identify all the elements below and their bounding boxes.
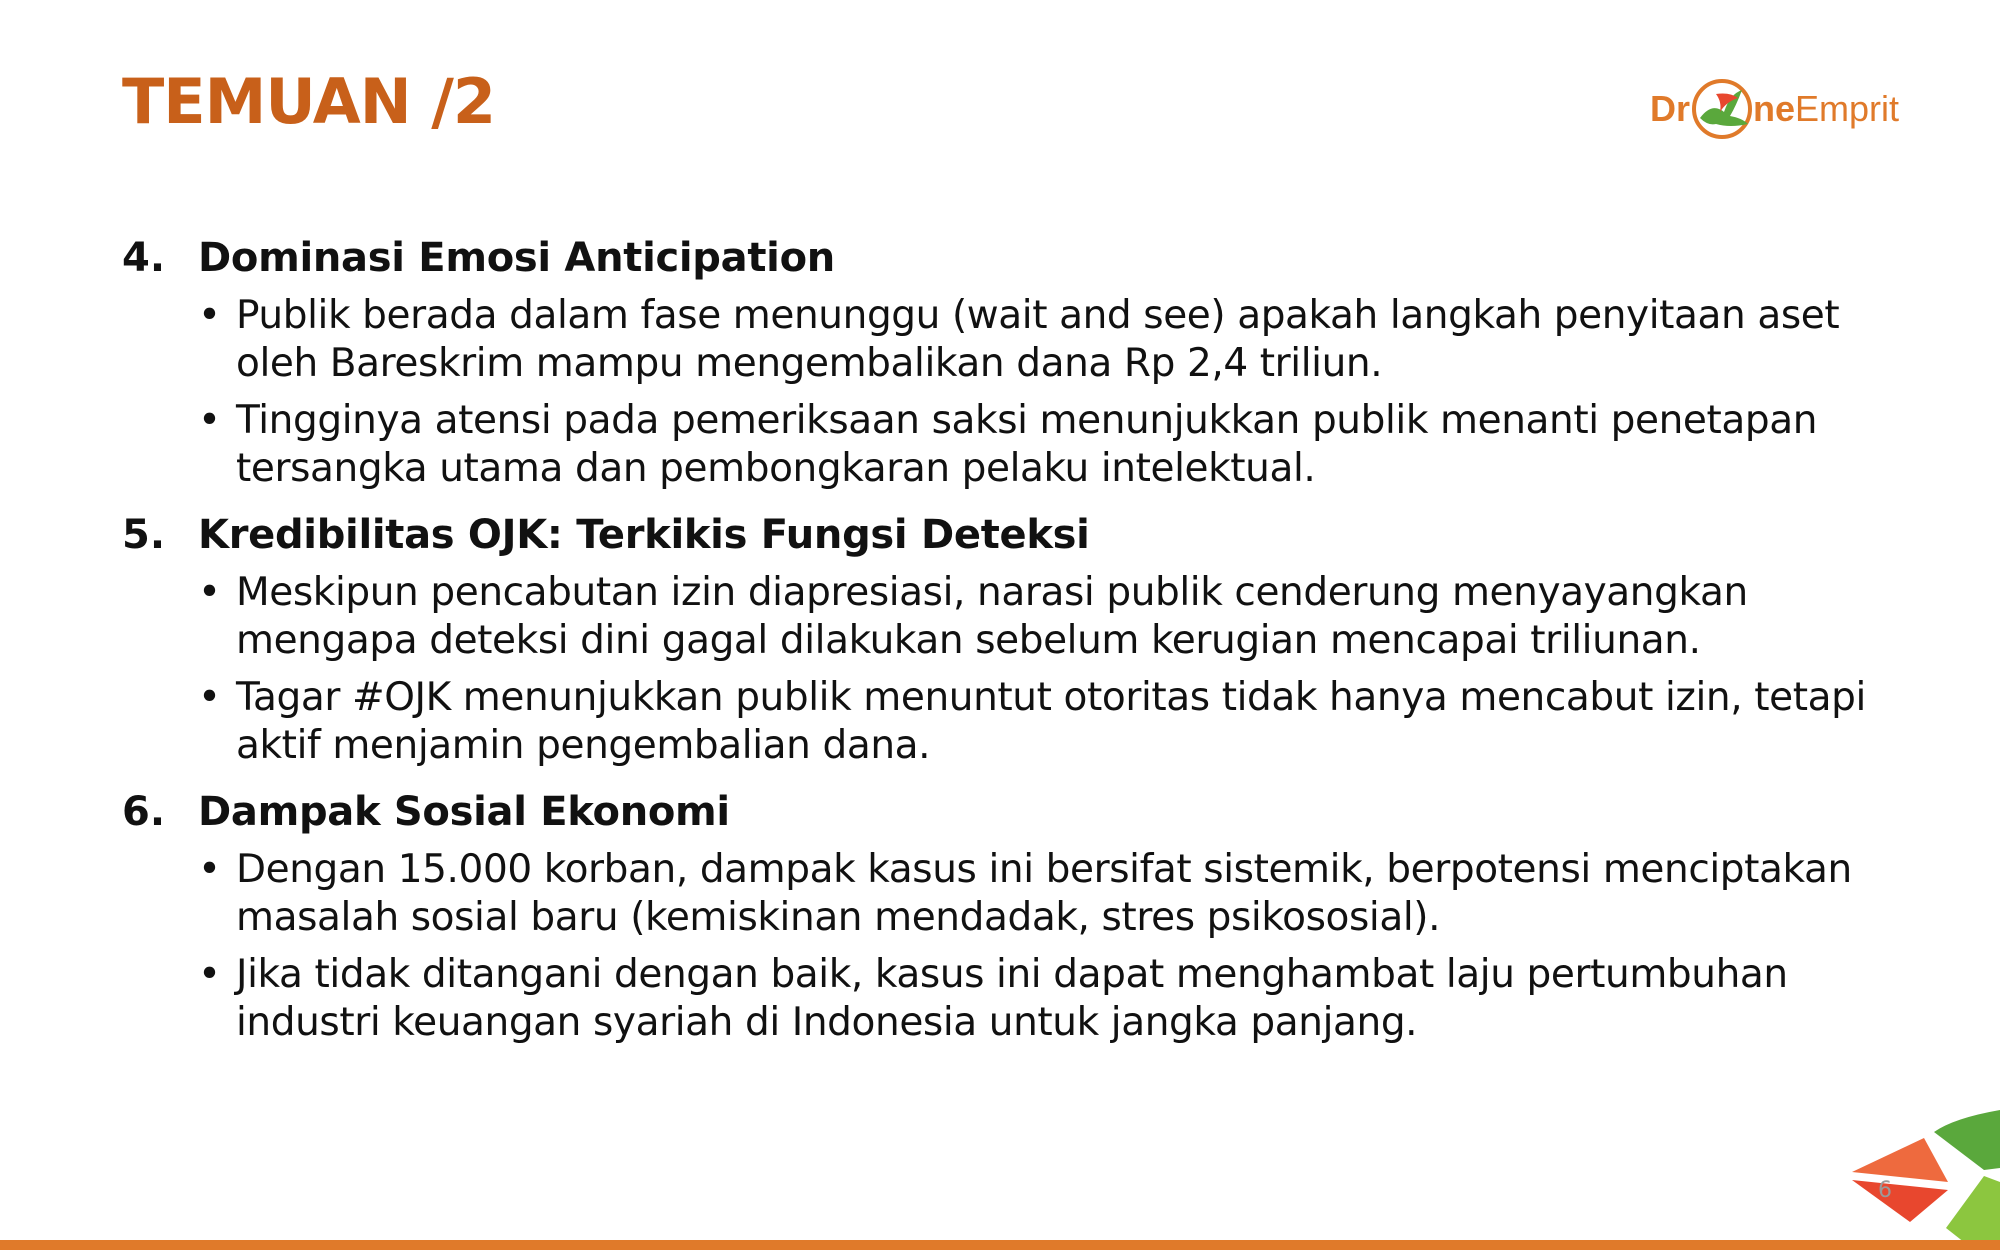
corner-decoration — [1844, 1050, 2000, 1250]
finding-section-5 — [122, 505, 1912, 770]
section-heading: Dominasi Emosi Anticipation — [198, 235, 835, 281]
bullet-item: • Meskipun pencabutan izin diapresiasi, narasi publik cenderung menyayangkan mengapa deteksi dini gagal dilakukan sebelum kerugian mencapai triliunan. — [236, 569, 1912, 665]
slide-title: TEMUAN /2 — [122, 65, 496, 138]
deco-light-green-shape — [1946, 1176, 2000, 1250]
bullet-item: • Publik berada dalam fase menunggu (wait and see) apakah langkah penyitaan aset oleh Bareskrim mampu mengembalikan dana Rp 2,4 triliun. — [236, 292, 1912, 388]
logo-text-suffix: Emprit — [1795, 88, 1900, 129]
drone-bird-icon — [1694, 81, 1750, 137]
bullet-list — [122, 569, 1912, 770]
bullet-item: • Tagar #OJK menunjukkan publik menuntut otoritas tidak hanya mencabut izin, tetapi aktif menjamin pengembalian dana. — [236, 674, 1912, 770]
section-number: 5. — [122, 512, 166, 558]
finding-section-4 — [122, 228, 1912, 493]
bullet-item: • Jika tidak ditangani dengan baik, kasus ini dapat menghambat laju pertumbuhan industri keuangan syariah di Indonesia untuk jangka panjang. — [236, 951, 1912, 1047]
deco-orange-shape — [1852, 1138, 1948, 1182]
finding-section-6 — [122, 782, 1912, 1047]
bottom-accent-bar — [0, 1240, 2000, 1250]
section-number: 4. — [122, 235, 166, 281]
page-number: 6 — [1878, 1178, 1892, 1203]
section-heading: Dampak Sosial Ekonomi — [198, 789, 730, 835]
deco-green-shape — [1934, 1110, 2000, 1170]
findings-list — [122, 228, 1912, 1056]
logo-text-middle: ne — [1753, 88, 1796, 129]
section-heading: Kredibilitas OJK: Terkikis Fungsi Deteksi — [198, 512, 1090, 558]
logo-text-prefix: Dr — [1650, 88, 1691, 129]
drone-emprit-logo — [1650, 72, 1912, 146]
bullet-list — [122, 292, 1912, 493]
section-number: 6. — [122, 789, 166, 835]
bullet-list — [122, 846, 1912, 1047]
bullet-item: • Dengan 15.000 korban, dampak kasus ini bersifat sistemik, berpotensi menciptakan masalah sosial baru (kemiskinan mendadak, stres psikososial). — [236, 846, 1912, 942]
deco-red-shape — [1852, 1180, 1948, 1222]
bullet-item: • Tingginya atensi pada pemeriksaan saksi menunjukkan publik menanti penetapan tersangka utama dan pembongkaran pelaku intelektual. — [236, 397, 1912, 493]
